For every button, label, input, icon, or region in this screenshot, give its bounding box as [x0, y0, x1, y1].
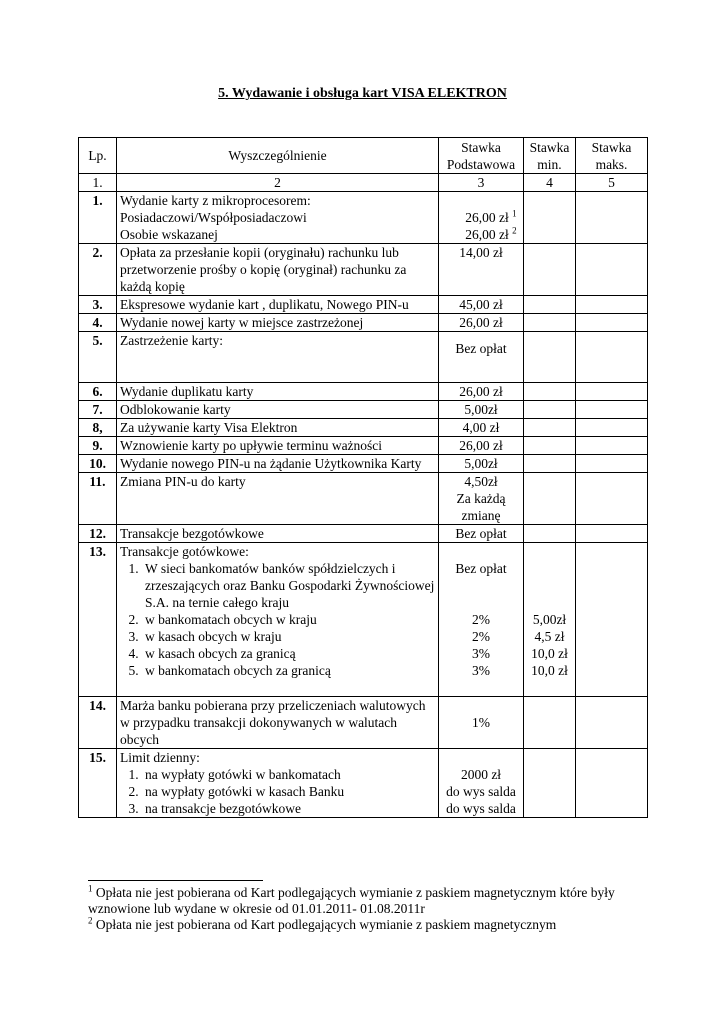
row-max — [576, 697, 648, 749]
row-max — [576, 525, 648, 543]
row-desc — [117, 192, 439, 244]
col-number: 2 — [117, 174, 439, 192]
footnote-mark: 2 — [88, 915, 93, 926]
row-min — [524, 437, 576, 455]
row-desc — [117, 749, 439, 818]
base-value: 2% — [472, 612, 490, 627]
row-max — [576, 296, 648, 314]
row-lp: 14. — [79, 697, 117, 749]
list-item: 4. w kasach obcych za granicą — [142, 645, 435, 662]
desc-line: Osobie wskazanej — [120, 227, 218, 242]
row-base: 5,00zł — [439, 455, 524, 473]
row-lp: 7. — [79, 401, 117, 419]
row-min — [524, 749, 576, 818]
footnote-mark: 1 — [88, 883, 93, 894]
min-value: 10,0 zł — [531, 646, 568, 661]
table-row — [79, 419, 648, 437]
row-desc: Odblokowanie karty — [117, 401, 439, 419]
row-desc: Za używanie karty Visa Elektron — [117, 419, 439, 437]
list-item: 2. w bankomatach obcych w kraju — [142, 611, 435, 628]
table-row — [79, 314, 648, 332]
min-value: 10,0 zł — [531, 663, 568, 678]
row-lp: 4. — [79, 314, 117, 332]
row-min — [524, 296, 576, 314]
row-min — [524, 383, 576, 401]
base-value: do wys salda — [446, 801, 516, 816]
row-desc: Marża banku pobierana przy przeliczeniach walutowych w przypadku transakcji dokonywanych w walutach obcych — [117, 697, 439, 749]
table-row — [79, 525, 648, 543]
table-row — [79, 401, 648, 419]
row-desc: Wydanie duplikatu karty — [117, 383, 439, 401]
base-value: Bez opłat — [455, 561, 507, 576]
row-lp: 15. — [79, 749, 117, 818]
fee-table — [78, 137, 648, 818]
header-max: Stawka maks. — [576, 138, 648, 174]
row-base: 5,00zł — [439, 401, 524, 419]
table-row — [79, 473, 648, 525]
row-min — [524, 525, 576, 543]
row-min — [524, 419, 576, 437]
row-max — [576, 401, 648, 419]
row-lp: 1. — [79, 192, 117, 244]
base-value: 1% — [472, 715, 490, 730]
row-max — [576, 192, 648, 244]
table-row — [79, 543, 648, 697]
table-row — [79, 697, 648, 749]
header-lp: Lp. — [79, 138, 117, 174]
base-value: 3% — [472, 663, 490, 678]
base-value: Bez opłat — [455, 341, 507, 356]
row-base — [439, 192, 524, 244]
base-value: do wys salda — [446, 784, 516, 799]
table-row — [79, 749, 648, 818]
header-min: Stawka min. — [524, 138, 576, 174]
row-base — [439, 697, 524, 749]
header-base: Stawka Podstawowa — [439, 138, 524, 174]
row-base — [439, 332, 524, 383]
header-row — [79, 138, 648, 174]
row-base: 26,00 zł — [439, 437, 524, 455]
col-number: 3 — [439, 174, 524, 192]
base-value: Za każdą — [456, 491, 506, 506]
base-value: 26,00 zł — [465, 210, 509, 225]
row-min — [524, 192, 576, 244]
footnote-text: Opłata nie jest pobierana od Kart podlegających wymianie z paskiem magnetycznym — [95, 917, 557, 932]
row-lp: 2. — [79, 244, 117, 296]
table-row — [79, 192, 648, 244]
min-value: 4,5 zł — [534, 629, 565, 644]
footnote-ref: 2 — [512, 225, 517, 236]
row-min — [524, 314, 576, 332]
row-desc: Wznowienie karty po upływie terminu ważności — [117, 437, 439, 455]
footnote-ref: 1 — [512, 208, 517, 219]
row-max — [576, 419, 648, 437]
table-row — [79, 244, 648, 296]
desc-line: Posiadaczowi/Współposiadaczowi — [120, 210, 307, 225]
row-min — [524, 455, 576, 473]
row-max — [576, 473, 648, 525]
table-row — [79, 332, 648, 383]
page-title: 5. Wydawanie i obsługa kart VISA ELEKTRON — [218, 86, 507, 101]
table-row — [79, 296, 648, 314]
row-lp: 13. — [79, 543, 117, 697]
col-number: 4 — [524, 174, 576, 192]
list-item: 3. na transakcje bezgotówkowe — [142, 800, 435, 817]
base-value: 2000 zł — [460, 767, 502, 782]
row-base: 4,00 zł — [439, 419, 524, 437]
base-value: 4,50zł — [464, 474, 498, 489]
row-lp: 9. — [79, 437, 117, 455]
list-item: 5. w bankomatach obcych za granicą — [142, 662, 435, 679]
list-item: 3. w kasach obcych w kraju — [142, 628, 435, 645]
footnote-2 — [88, 917, 648, 933]
row-max — [576, 543, 648, 697]
row-base — [439, 749, 524, 818]
base-value: 3% — [472, 646, 490, 661]
row-base: 14,00 zł — [439, 244, 524, 296]
desc-heading: Limit dzienny: — [120, 750, 200, 765]
row-max — [576, 455, 648, 473]
row-min — [524, 473, 576, 525]
row-min — [524, 401, 576, 419]
row-lp: 5. — [79, 332, 117, 383]
row-max — [576, 749, 648, 818]
row-lp: 6. — [79, 383, 117, 401]
row-max — [576, 437, 648, 455]
list-item: 2. na wypłaty gotówki w kasach Banku — [142, 783, 435, 800]
row-desc: Transakcje bezgotówkowe — [117, 525, 439, 543]
row-base: 26,00 zł — [439, 383, 524, 401]
row-max — [576, 314, 648, 332]
footnotes — [88, 885, 648, 933]
list-item: 1. W sieci bankomatów banków spółdzielczych i zrzeszających oraz Banku Gospodarki Żywnościowej S.A. na ternie całego kraju — [142, 560, 435, 611]
row-base: Bez opłat — [439, 525, 524, 543]
base-value: zmianę — [461, 508, 501, 523]
row-desc: Ekspresowe wydanie kart , duplikatu, Nowego PIN-u — [117, 296, 439, 314]
row-lp: 8, — [79, 419, 117, 437]
min-value: 5,00zł — [532, 612, 567, 627]
col-number: 1. — [79, 174, 117, 192]
list-item: 1. na wypłaty gotówki w bankomatach — [142, 766, 435, 783]
row-max — [576, 383, 648, 401]
row-lp: 10. — [79, 455, 117, 473]
row-lp: 11. — [79, 473, 117, 525]
footnote-text: Opłata nie jest pobierana od Kart podlegających wymianie z paskiem magnetycznym które były wznowione lub wydane w okresie od 01.01.2011- 01.08.2011r — [88, 885, 615, 916]
row-min — [524, 543, 576, 697]
row-desc: Zmiana PIN-u do karty — [117, 473, 439, 525]
row-lp: 3. — [79, 296, 117, 314]
col-number: 5 — [576, 174, 648, 192]
row-desc: Zastrzeżenie karty: — [117, 332, 439, 383]
row-base: 26,00 zł — [439, 314, 524, 332]
row-base — [439, 473, 524, 525]
column-number-row — [79, 174, 648, 192]
row-min — [524, 332, 576, 383]
row-desc: Wydanie nowego PIN-u na żądanie Użytkownika Karty — [117, 455, 439, 473]
table-row — [79, 455, 648, 473]
row-desc: Opłata za przesłanie kopii (oryginału) rachunku lub przetworzenie prośby o kopię (oryginał) rachunku za każdą kopię — [117, 244, 439, 296]
row-desc: Wydanie nowej karty w miejsce zastrzeżonej — [117, 314, 439, 332]
row-max — [576, 332, 648, 383]
table-row — [79, 383, 648, 401]
footnote-1 — [88, 885, 648, 917]
row-min — [524, 697, 576, 749]
header-desc: Wyszczególnienie — [117, 138, 439, 174]
row-desc — [117, 543, 439, 697]
row-max — [576, 244, 648, 296]
base-value: 2% — [472, 629, 490, 644]
row-min — [524, 244, 576, 296]
row-base — [439, 543, 524, 697]
table-row — [79, 437, 648, 455]
desc-heading: Transakcje gotówkowe: — [120, 544, 249, 559]
base-value: 26,00 zł — [465, 227, 509, 242]
footnote-divider — [88, 880, 263, 881]
row-lp: 12. — [79, 525, 117, 543]
desc-line: Wydanie karty z mikroprocesorem: — [120, 193, 311, 208]
row-base: 45,00 zł — [439, 296, 524, 314]
